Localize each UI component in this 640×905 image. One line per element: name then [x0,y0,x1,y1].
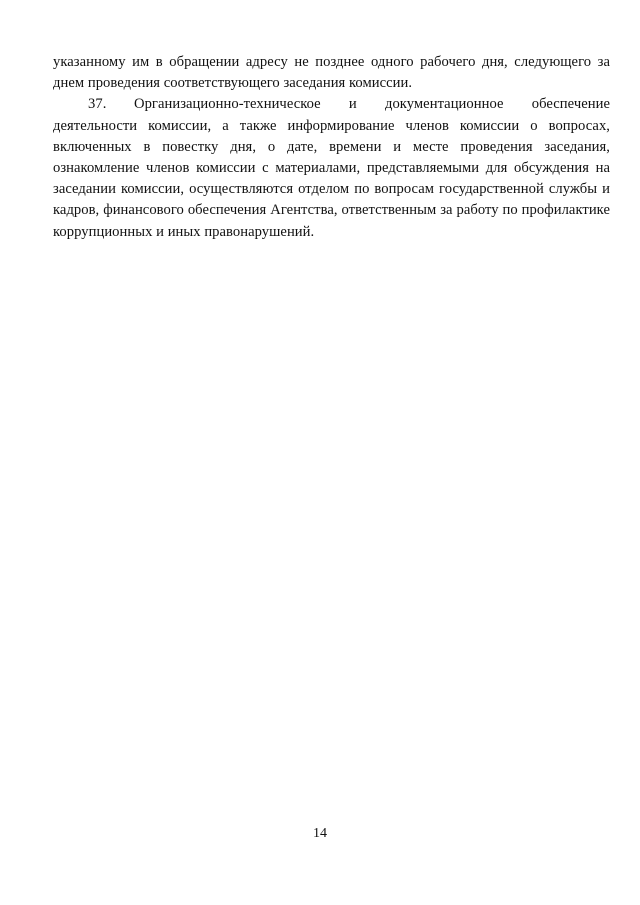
paragraph-text: Организационно-техническое и документационное обеспечение деятельности комиссии, а также информирование членов комиссии о вопросах, включенных в повестку дня, о дате, времени и месте проведения заседания, ознакомление членов комиссии с материалами, представляемыми для обсуждения на заседании комиссии, осуществляются отделом по вопросам государственной службы и кадров, финансового обеспечения Агентства, ответственным за работу по профилактике коррупционных и иных правонарушений. [53,96,610,240]
paragraph-number: 37. [88,96,107,113]
document-body [53,52,610,243]
continuation-paragraph: указанному им в обращении адресу не позднее одного рабочего дня, следующего за днем проведения соответствующего заседания комиссии. [53,54,610,92]
page-number: 14 [313,826,327,841]
paragraph-37 [53,94,610,242]
